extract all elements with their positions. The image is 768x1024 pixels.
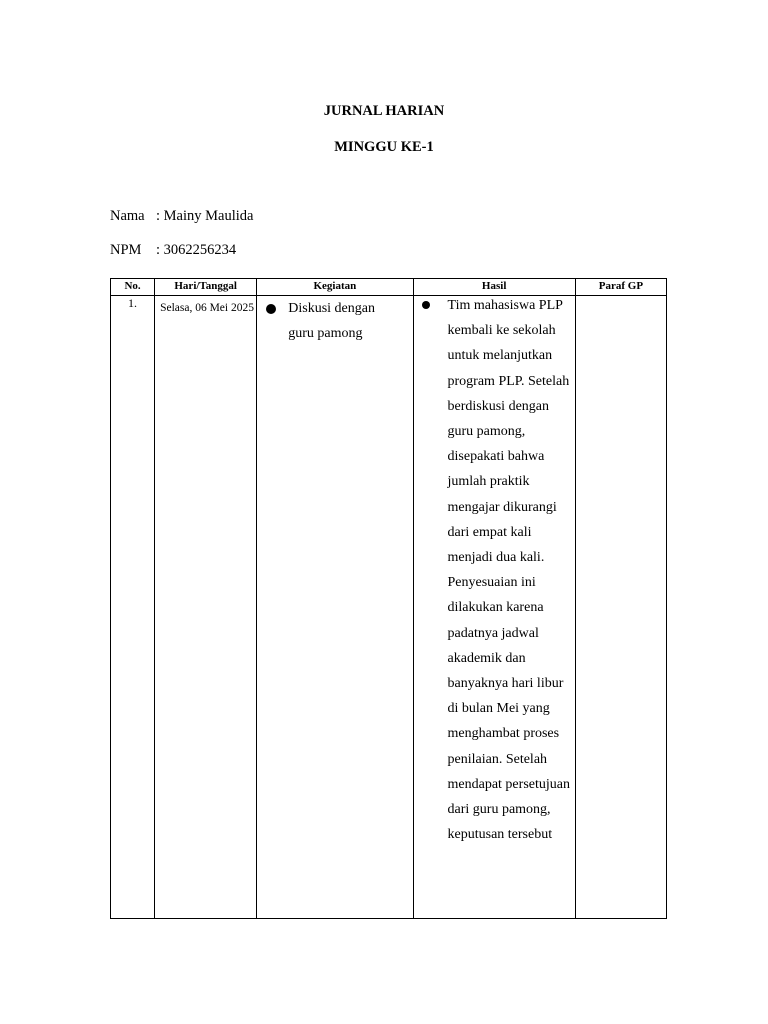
- header-no: No.: [111, 279, 155, 296]
- hasil-bullet-item: [414, 296, 575, 847]
- npm-row: [110, 242, 236, 259]
- date-text: Selasa, 06 Mei 2025: [160, 302, 254, 314]
- journal-table: [110, 278, 667, 919]
- cell-hari-tanggal: [155, 296, 257, 919]
- cell-no: 1.: [111, 296, 155, 919]
- nama-value: : Mainy Maulida: [156, 208, 254, 224]
- kegiatan-bullet-item: [257, 296, 412, 346]
- header-hari-tanggal: Hari/Tanggal: [155, 279, 257, 296]
- nama-row: [110, 208, 253, 225]
- npm-label: NPM: [110, 242, 142, 258]
- nama-label: Nama: [110, 208, 145, 224]
- cell-paraf-gp: [575, 296, 666, 919]
- document-subtitle: MINGGU KE-1: [334, 139, 434, 155]
- document-title: JURNAL HARIAN: [323, 103, 445, 119]
- bullet-dot-icon: [422, 301, 430, 309]
- cell-kegiatan: [257, 296, 413, 919]
- bullet-dot-icon: [266, 304, 276, 314]
- hasil-text: Tim mahasiswa PLP kembali ke sekolah untuk melanjutkan program PLP. Setelah berdiskusi dengan guru pamong, disepakati bahwa jumlah praktik mengajar dikurangi dari empat kali menjadi dua kali. Penyesuaian ini dilakukan karena padatnya jadwal akademik dan banyaknya hari libur di bulan Mei yang menghambat proses penilaian. Setelah mendapat persetujuan dari guru pamong, keputusan tersebut: [447, 298, 570, 843]
- table-header-row: [111, 279, 667, 296]
- table-row: [111, 296, 667, 919]
- header-paraf-gp: Paraf GP: [575, 279, 666, 296]
- header-hasil: Hasil: [413, 279, 575, 296]
- kegiatan-text: Diskusi dengan guru pamong: [288, 301, 375, 341]
- header-kegiatan: Kegiatan: [257, 279, 413, 296]
- npm-value: : 3062256234: [156, 242, 237, 258]
- cell-hasil: [413, 296, 575, 919]
